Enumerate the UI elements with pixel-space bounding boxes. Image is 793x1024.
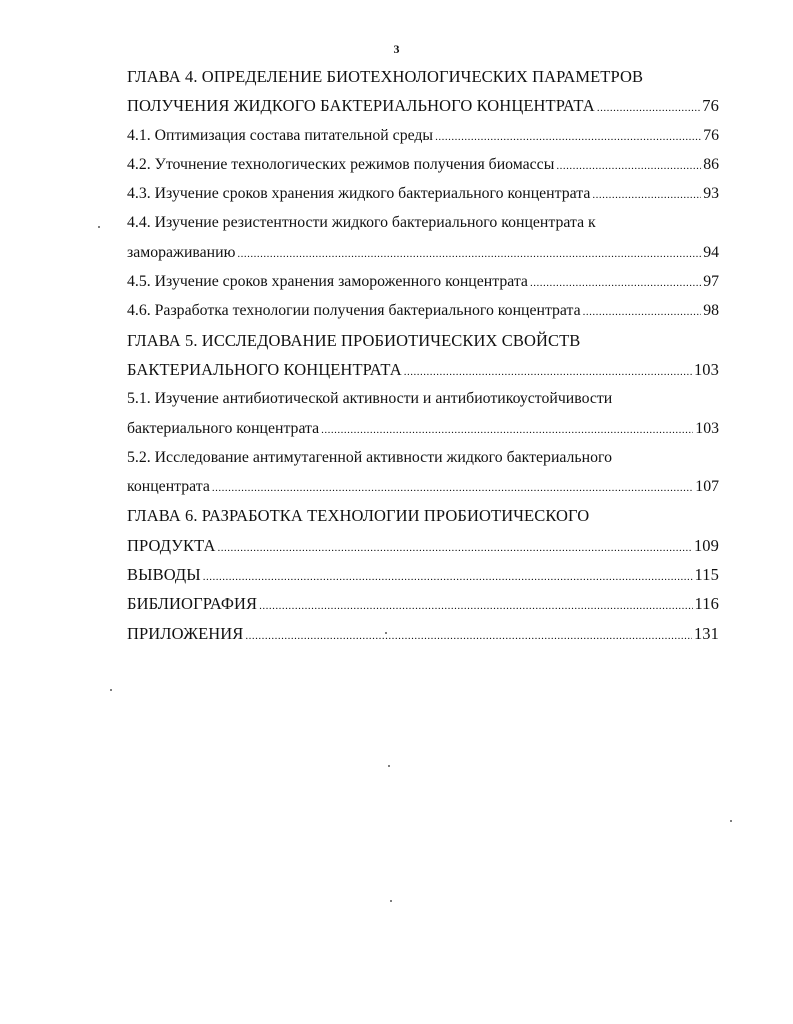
toc-entry-text: ВЫВОДЫ xyxy=(127,565,201,585)
toc-line xyxy=(127,384,719,413)
toc-entry-text: ГЛАВА 6. РАЗРАБОТКА ТЕХНОЛОГИИ ПРОБИОТИЧЕСКОГО xyxy=(127,506,590,526)
toc-line xyxy=(127,414,719,443)
toc-page-number: 94 xyxy=(703,243,719,261)
toc-page-number: 103 xyxy=(693,359,719,379)
dot-leader xyxy=(583,298,702,327)
toc-page-number: 131 xyxy=(693,623,719,643)
toc-entry-text: 4.4. Изучение резистентности жидкого бактериального концентрата к xyxy=(127,214,596,232)
scan-speck xyxy=(390,900,392,902)
dot-leader xyxy=(556,152,701,181)
toc-entry-text: замораживанию xyxy=(127,243,236,261)
toc-line xyxy=(127,589,719,618)
dot-leader xyxy=(218,534,692,563)
toc-page-number: 115 xyxy=(694,565,719,585)
dot-leader xyxy=(435,123,701,152)
dot-leader xyxy=(404,358,692,387)
toc-line xyxy=(127,267,719,296)
toc-line xyxy=(127,326,719,355)
toc-page-number: 76 xyxy=(703,126,719,144)
toc-line xyxy=(127,179,719,208)
scan-speck xyxy=(385,632,387,634)
toc-page-number: 86 xyxy=(703,155,719,173)
toc-page-number: 103 xyxy=(695,419,719,437)
toc-entry-text: БАКТЕРИАЛЬНОГО КОНЦЕНТРАТА xyxy=(127,359,402,379)
scan-speck xyxy=(388,765,390,767)
toc-entry-text: 4.1. Оптимизация состава питательной среды xyxy=(127,126,434,144)
toc-entry-text: 5.2. Исследование антимутагенной активности жидкого бактериального xyxy=(127,448,612,466)
scan-speck xyxy=(98,226,100,228)
toc-line xyxy=(127,560,719,589)
toc-entry-text: ПРОДУКТА xyxy=(127,535,216,555)
scan-speck xyxy=(730,820,732,822)
toc-entry-text: 4.6. Разработка технологии получения бактериального концентрата xyxy=(127,302,581,320)
toc-entry-text: 5.1. Изучение антибиотической активности и антибиотикоустойчивости xyxy=(127,390,613,408)
toc-entry-text: 4.2. Уточнение технологических режимов получения биомассы xyxy=(127,155,555,173)
toc-line xyxy=(127,91,719,120)
dot-leader xyxy=(592,181,701,210)
toc-line xyxy=(127,501,719,530)
toc-line xyxy=(127,62,719,91)
toc-page-number: 76 xyxy=(702,96,719,116)
toc-entry-text: бактериального концентрата xyxy=(127,419,320,437)
toc-line xyxy=(127,619,719,648)
dot-leader xyxy=(237,240,701,269)
toc-entry-text: концентрата xyxy=(127,478,210,496)
dot-leader xyxy=(203,563,693,592)
toc-line xyxy=(127,150,719,179)
toc-page-number: 97 xyxy=(703,273,719,291)
toc-line xyxy=(127,238,719,267)
table-of-contents xyxy=(127,62,719,648)
toc-line xyxy=(127,531,719,560)
toc-page-number: 93 xyxy=(703,185,719,203)
dot-leader xyxy=(530,269,701,298)
toc-line xyxy=(127,355,719,384)
toc-page-number: 98 xyxy=(703,302,719,320)
dot-leader xyxy=(245,622,692,651)
dot-leader xyxy=(212,474,693,503)
dot-leader xyxy=(259,592,692,621)
toc-page-number: 107 xyxy=(695,478,719,496)
toc-line xyxy=(127,121,719,150)
dot-leader xyxy=(597,94,700,123)
toc-entry-text: ПОЛУЧЕНИЯ ЖИДКОГО БАКТЕРИАЛЬНОГО КОНЦЕНТРАТА xyxy=(127,96,595,116)
dot-leader xyxy=(321,416,693,445)
toc-entry-text: БИБЛИОГРАФИЯ xyxy=(127,594,258,614)
toc-entry-text: ПРИЛОЖЕНИЯ xyxy=(127,623,244,643)
toc-line xyxy=(127,472,719,501)
toc-line xyxy=(127,208,719,237)
toc-entry-text: ГЛАВА 5. ИССЛЕДОВАНИЕ ПРОБИОТИЧЕСКИХ СВОЙСТВ xyxy=(127,330,581,350)
toc-entry-text: 4.3. Изучение сроков хранения жидкого бактериального концентрата xyxy=(127,185,591,203)
toc-line xyxy=(127,443,719,472)
toc-page-number: 109 xyxy=(693,535,719,555)
toc-entry-text: ГЛАВА 4. ОПРЕДЕЛЕНИЕ БИОТЕХНОЛОГИЧЕСКИХ ПАРАМЕТРОВ xyxy=(127,67,644,86)
toc-page-number: 116 xyxy=(694,594,719,614)
toc-line xyxy=(127,296,719,325)
toc-entry-text: 4.5. Изучение сроков хранения замороженного концентрата xyxy=(127,273,528,291)
page-number: 3 xyxy=(393,42,400,56)
scan-speck xyxy=(110,689,112,691)
